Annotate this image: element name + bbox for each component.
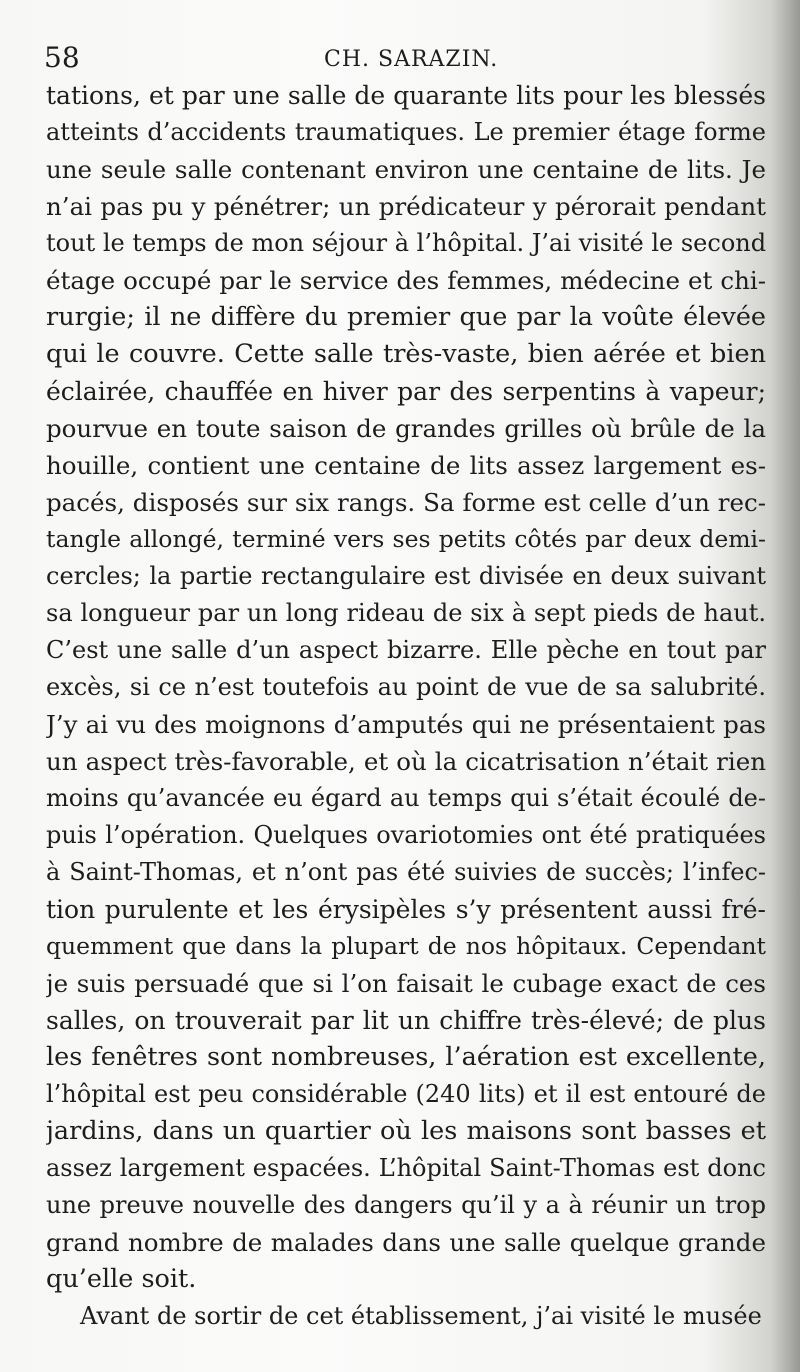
text-line: un aspect très-favorable, et où la cicatrisation n’était rien xyxy=(46,747,766,776)
text-line: une seule salle contenant environ une centaine de lits. Je xyxy=(46,155,766,184)
text-line: J’y ai vu des moignons d’amputés qui ne présentaient pas xyxy=(46,710,766,739)
text-line: tion purulente et les érysipèles s’y présentent aussi fré- xyxy=(46,895,766,924)
text-line: puis l’opération. Quelques ovariotomies ont été pratiquées xyxy=(46,821,766,849)
text-line: salles, on trouverait par lit un chiffre très-élevé; de plus xyxy=(46,1006,766,1035)
text-line: à Saint-Thomas, et n’ont pas été suivies de succès; l’infec- xyxy=(46,858,766,886)
running-head: CH. SARAZIN. xyxy=(324,47,499,72)
text-line: moins qu’avancée eu égard au temps qui s’était écoulé de- xyxy=(46,784,766,812)
page-header xyxy=(44,38,762,78)
text-line: tations, et par une salle de quarante lits pour les blessés xyxy=(46,81,766,110)
text-line: les fenêtres sont nombreuses, l’aération est excellente, xyxy=(46,1042,766,1072)
text-line: pourvue en toute saison de grandes grilles où brûle de la xyxy=(46,414,766,443)
text-line: grand nombre de malades dans une salle quelque grande xyxy=(46,1228,766,1257)
text-line: une preuve nouvelle des dangers qu’il y a à réunir un trop xyxy=(46,1191,766,1219)
text-line: n’ai pas pu y pénétrer; un prédicateur y pérorait pendant xyxy=(46,192,766,221)
page-number: 58 xyxy=(44,41,80,74)
paragraph-end-line: qu’elle soit. xyxy=(46,1264,197,1294)
text-line: l’hôpital est peu considérable (240 lits) et il est entouré de xyxy=(46,1080,766,1108)
text-line: cercles; la partie rectangulaire est divisée en deux suivant xyxy=(46,562,766,590)
text-line: tangle allongé, terminé vers ses petits côtés par deux demi- xyxy=(46,525,766,553)
text-line: éclairée, chauffée en hiver par des serpentins à vapeur; xyxy=(46,377,766,406)
text-line: je suis persuadé que si l’on faisait le cubage exact de ces xyxy=(46,969,766,998)
text-line: qui le couvre. Cette salle très-vaste, bien aérée et bien xyxy=(46,339,766,369)
body-text xyxy=(46,77,766,1335)
text-line: sa longueur par un long rideau de six à sept pieds de haut. xyxy=(46,599,766,627)
text-line: rurgie; il ne diffère du premier que par la voûte élevée xyxy=(46,302,766,332)
text-line: atteints d’accidents traumatiques. Le premier étage forme xyxy=(46,118,766,146)
text-line: houille, contient une centaine de lits assez largement es- xyxy=(46,451,766,480)
text-line: jardins, dans un quartier où les maisons sont basses et xyxy=(46,1116,766,1146)
text-line: quemment que dans la plupart de nos hôpitaux. Cependant xyxy=(46,932,766,960)
text-line: assez largement espacées. L’hôpital Saint-Thomas est donc xyxy=(46,1154,766,1182)
text-line: excès, si ce n’est toutefois au point de vue de sa salubrité. xyxy=(46,673,766,701)
text-line: tout le temps de mon séjour à l’hôpital. J’ai visité le second xyxy=(46,229,766,257)
text-line: C’est une salle d’un aspect bizarre. Elle pèche en tout par xyxy=(46,636,766,664)
paragraph-start-line: Avant de sortir de cet établissement, j’ai visité le musée xyxy=(80,1302,762,1330)
page-edge-shadow xyxy=(770,0,800,1372)
text-line: pacés, disposés sur six rangs. Sa forme est celle d’un rec- xyxy=(46,488,766,517)
text-line: étage occupé par le service des femmes, médecine et chi- xyxy=(46,266,766,295)
